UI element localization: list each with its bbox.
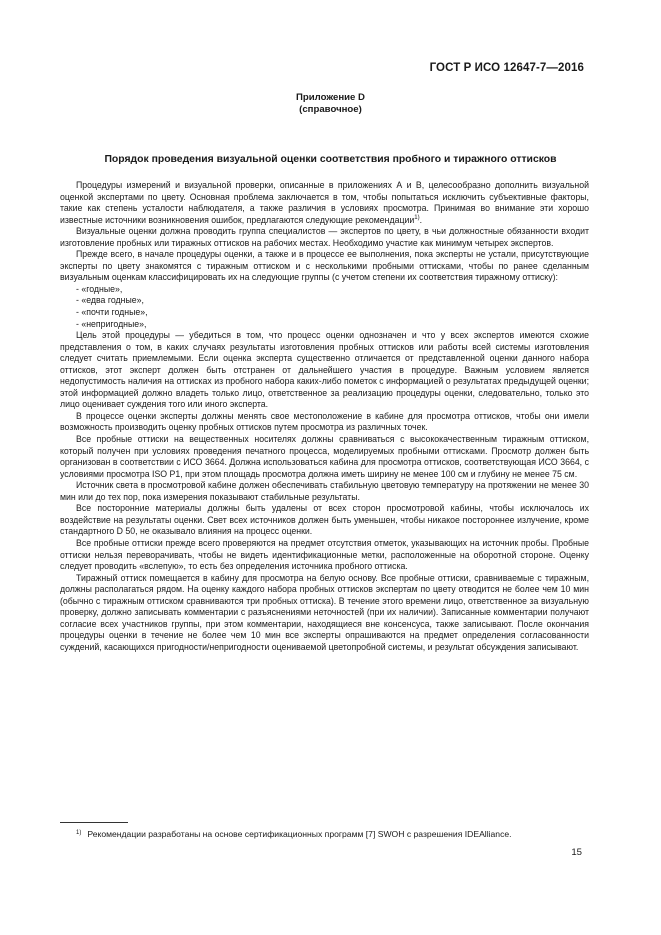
page-number: 15 [571, 847, 582, 858]
paragraph-end: . [419, 214, 423, 225]
paragraph: Прежде всего, в начале процедуры оценки, а также и в процессе ее выполнения, пока эксперты не устали, присутствующие эксперты по цвету знакомятся с тиражным оттиском и с несколькими пробными оттисками, чтобы по ранее сделанным визуальным оценкам классифицировать их на следующие группы (с учетом степени их соответствия тиражному оттиску): [60, 249, 589, 283]
paragraph-text: Процедуры измерений и визуальной проверки, описанные в приложениях А и В, целесообразно дополнить визуальной оценкой экспертами по цвету. Основная проблема заключается в том, чтобы попытаться исключить субъективные факторы, такие как степень усталости наблюдателя, а также различия в условиях просмотра. Принимая во внимание эти хорошо известные источники возникновения ошибок, предлагаются следующие рекомендации [60, 180, 589, 225]
paragraph: Все пробные оттиски прежде всего проверяются на предмет отсутствия отметок, указывающих на источник пробы. Пробные оттиски нельзя переворачивать, чтобы не видеть идентификационные метки, расположенные на оборотной стороне. Оценку следует проводить «вслепую», то есть без определения источника пробного оттиска. [60, 537, 589, 572]
paragraph: Источник света в просмотровой кабине должен обеспечивать стабильную цветовую температуру на протяжении не менее 30 мин или до тех пор, пока измерения показывают стабильные результаты. [60, 480, 589, 502]
paragraph: Все пробные оттиски на вещественных носителях должны сравниваться с высококачественным тиражным оттиском, который получен при условиях проведения печатного процесса, моделируемых пробными оттисками. Просмотр должен быть организован в соответствии с ИСО 3664. Должна использоваться кабина для просмотра оттисков, соответствующая ИСО 3664, с условиями просмотра ISO P1, при этом площадь просмотра должна иметь ширину не менее 100 см и глубину не менее 75 см. [60, 434, 589, 479]
standard-code: ГОСТ Р ИСО 12647-7—2016 [429, 62, 584, 74]
paragraph [60, 180, 589, 226]
footnote-ref: 1) [414, 214, 420, 221]
paragraph: В процессе оценки эксперты должны менять свое местоположение в кабине для просмотра оттисков, чтобы они имели возможность производить оценку пробных оттисков путем просмотра из различных точек. [60, 410, 589, 433]
footnote [76, 829, 596, 839]
paragraph: Тиражный оттиск помещается в кабину для просмотра на белую основу. Все пробные оттиски, сравниваемые с тиражным, должны располагаться рядом. На оценку каждого набора пробных оттисков экспертам по цвету отводится не более чем 10 мин (обычно с тиражным оттиском сравниваются три пробных оттиска). В течение этого времени лицо, ответственное за визуальную проверку, должно записывать комментарии с разъяснениями неточностей (при их наличии). Записанные комментарии получают согласие всех участников группы, при этом комментарии, находящиеся вне консенсуса, также записывают. После окончания процедуры оценки в течение не более чем 10 мин все эксперты опрашиваются на предмет определения согласованности суждений, касающихся пригодности/непригодности оцениваемой цветопробной системы, и результат обсуждения записывают. [60, 572, 589, 652]
list-item: - «непригодные», [76, 318, 147, 329]
list-item: - «едва годные», [76, 295, 144, 306]
list-item: - «годные», [76, 283, 123, 294]
body-text [60, 180, 589, 653]
list-item: - «почти годные», [76, 307, 148, 318]
paragraph: Все посторонние материалы должны быть удалены от всех сторон просмотровой кабины, чтобы исключалось их воздействие на результаты оценки. Свет всех источников должен быть уменьшен, чтобы никакое постороннее излучение, кроме стандартного D 50, не оказывало влияния на процесс оценки. [60, 503, 589, 537]
annex-subtitle: (справочное) [299, 104, 362, 115]
footnote-divider [60, 822, 128, 823]
paragraph: Визуальные оценки должна проводить группа специалистов — экспертов по цвету, в чьи должностные обязанности входит изготовление пробных или тиражных оттисков на рабочих местах. Необходимо участие как минимум четырех экспертов. [60, 226, 589, 248]
footnote-mark: 1) [76, 830, 82, 836]
main-title: Порядок проведения визуальной оценки соответствия пробного и тиражного оттисков [104, 154, 557, 165]
paragraph: Цель этой процедуры — убедиться в том, что процесс оценки однозначен и что у всех экспертов имеются схожие представления о том, в каких случаях результаты изготовления пробных оттисков или работы всей системы изготовления следует считать приемлемыми. Если оценка эксперта существенно отличается от представленной оценки данного набора оттисков, этот эксперт должен быть отстранен от дальнейшего участия в процедуре. Важным условием является недопустимость наличия на оттисках из пробного набора каких-либо пометок с информацией о результатах предыдущей оценки; этой информацией должно владеть только лицо, ответственное за реализацию процедуры оценки, следовательно, только это лицо оценивает суждения того или иного эксперта. [60, 330, 589, 410]
annex-title: Приложение D [296, 92, 365, 103]
footnote-text: Рекомендации разработаны на основе сертификационных программ [7] SWOH с разрешения IDEAlliance. [87, 829, 512, 839]
